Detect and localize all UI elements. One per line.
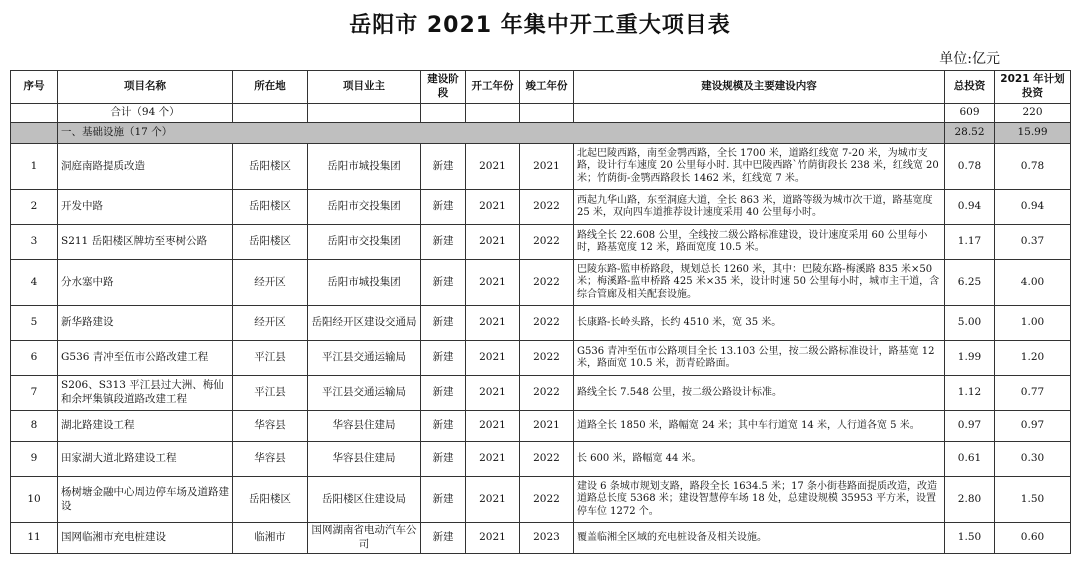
project-location: 平江县 [233, 376, 308, 411]
project-stage: 新建 [421, 477, 466, 523]
project-owner: 岳阳市交投集团 [308, 225, 421, 260]
project-plan-2021: 1.20 [995, 341, 1071, 376]
row-no: 11 [11, 523, 58, 554]
project-end-year: 2021 [520, 144, 574, 190]
project-total-invest: 1.50 [945, 523, 995, 554]
project-scale: 长 600 米，路幅宽 44 米。 [574, 442, 945, 477]
project-total-invest: 2.80 [945, 477, 995, 523]
header-no: 序号 [11, 71, 58, 104]
project-name: 洞庭南路提质改造 [58, 144, 233, 190]
project-location: 华容县 [233, 442, 308, 477]
row-no: 1 [11, 144, 58, 190]
header-end: 竣工年份 [520, 71, 574, 104]
section-invest: 28.52 [945, 123, 995, 144]
project-plan-2021: 0.60 [995, 523, 1071, 554]
project-stage: 新建 [421, 376, 466, 411]
project-total-invest: 0.61 [945, 442, 995, 477]
project-scale: 北起巴陵西路，南至金鹗西路，全长 1700 米，道路红线宽 7-20 米，为城市支路，设计行车速度 20 公里每小时. 其中巴陵西路`竹荫街段长 238 米，红线宽 20 米；竹荫街-金鹗西路段长 1462 米，红线宽 7 米。 [574, 144, 945, 190]
project-scale: 覆盖临湘全区域的充电桩设备及相关设施。 [574, 523, 945, 554]
project-start-year: 2021 [466, 411, 520, 442]
project-plan-2021: 0.97 [995, 411, 1071, 442]
project-owner: 国网湖南省电动汽车公司 [308, 523, 421, 554]
project-owner: 岳阳市交投集团 [308, 190, 421, 225]
table-row [11, 411, 1071, 442]
project-start-year: 2021 [466, 341, 520, 376]
table-row [11, 225, 1071, 260]
table-row [11, 190, 1071, 225]
project-owner: 岳阳市城投集团 [308, 260, 421, 306]
table-row [11, 442, 1071, 477]
project-name: S211 岳阳楼区牌坊至枣树公路 [58, 225, 233, 260]
header-scale: 建设规模及主要建设内容 [574, 71, 945, 104]
project-stage: 新建 [421, 190, 466, 225]
project-total-invest: 0.97 [945, 411, 995, 442]
project-location: 岳阳楼区 [233, 225, 308, 260]
project-scale: 路线全长 7.548 公里，按二级公路设计标准。 [574, 376, 945, 411]
unit-label: 单位:亿元 [939, 51, 1000, 67]
project-location: 华容县 [233, 411, 308, 442]
project-total-invest: 1.12 [945, 376, 995, 411]
project-stage: 新建 [421, 341, 466, 376]
project-stage: 新建 [421, 523, 466, 554]
project-end-year: 2022 [520, 225, 574, 260]
project-end-year: 2023 [520, 523, 574, 554]
project-name: 国网临湘市充电桩建设 [58, 523, 233, 554]
row-no: 9 [11, 442, 58, 477]
project-end-year: 2021 [520, 411, 574, 442]
project-stage: 新建 [421, 411, 466, 442]
row-no: 4 [11, 260, 58, 306]
project-start-year: 2021 [466, 225, 520, 260]
project-end-year: 2022 [520, 477, 574, 523]
project-start-year: 2021 [466, 144, 520, 190]
project-scale: 路线全长 22.608 公里，全线按二级公路标准建设，设计速度采用 60 公里每小时，路基宽度 12 米，路面宽度 10.5 米。 [574, 225, 945, 260]
project-start-year: 2021 [466, 306, 520, 341]
header-name: 项目名称 [58, 71, 233, 104]
project-plan-2021: 1.50 [995, 477, 1071, 523]
project-start-year: 2021 [466, 260, 520, 306]
project-total-invest: 0.78 [945, 144, 995, 190]
project-name: 开发中路 [58, 190, 233, 225]
header-stage: 建设阶段 [421, 71, 466, 104]
project-location: 经开区 [233, 306, 308, 341]
page-title: 岳阳市 2021 年集中开工重大项目表 [349, 13, 731, 38]
row-no: 6 [11, 341, 58, 376]
project-scale: 道路全长 1850 米，路幅宽 24 米；其中车行道宽 14 米，人行道各宽 5 米。 [574, 411, 945, 442]
project-scale: 长康路-长岭头路，长约 4510 米，宽 35 米。 [574, 306, 945, 341]
table-row [11, 376, 1071, 411]
project-end-year: 2022 [520, 260, 574, 306]
project-stage: 新建 [421, 306, 466, 341]
project-end-year: 2022 [520, 341, 574, 376]
project-plan-2021: 0.77 [995, 376, 1071, 411]
section-row [11, 123, 1071, 144]
header-location: 所在地 [233, 71, 308, 104]
project-start-year: 2021 [466, 190, 520, 225]
project-scale: G536 青冲至伍市公路项目全长 13.103 公里，按二级公路标准设计，路基宽 12 米，路面宽 10.5 米，沥青砼路面。 [574, 341, 945, 376]
project-plan-2021: 0.37 [995, 225, 1071, 260]
project-owner: 平江县交通运输局 [308, 376, 421, 411]
table-row [11, 341, 1071, 376]
project-plan-2021: 0.30 [995, 442, 1071, 477]
project-name: 杨树塘金融中心周边停车场及道路建设 [58, 477, 233, 523]
project-name: 湖北路建设工程 [58, 411, 233, 442]
total-label: 合计（94 个） [58, 104, 233, 123]
project-location: 临湘市 [233, 523, 308, 554]
project-stage: 新建 [421, 442, 466, 477]
table-row [11, 144, 1071, 190]
project-end-year: 2022 [520, 306, 574, 341]
project-name: 田家湖大道北路建设工程 [58, 442, 233, 477]
project-table [10, 70, 1071, 554]
table-row [11, 523, 1071, 554]
project-plan-2021: 0.94 [995, 190, 1071, 225]
project-plan-2021: 1.00 [995, 306, 1071, 341]
project-start-year: 2021 [466, 523, 520, 554]
row-no: 7 [11, 376, 58, 411]
header-row [11, 71, 1071, 104]
project-location: 岳阳楼区 [233, 190, 308, 225]
total-invest: 609 [945, 104, 995, 123]
row-no: 3 [11, 225, 58, 260]
project-stage: 新建 [421, 260, 466, 306]
project-name: S206、S313 平江县过大洲、梅仙和余坪集镇段道路改建工程 [58, 376, 233, 411]
project-start-year: 2021 [466, 477, 520, 523]
total-row [11, 104, 1071, 123]
header-start: 开工年份 [466, 71, 520, 104]
table-row [11, 306, 1071, 341]
project-start-year: 2021 [466, 442, 520, 477]
project-location: 平江县 [233, 341, 308, 376]
project-scale: 西起九华山路，东至洞庭大道，全长 863 米，道路等级为城市次干道，路基宽度 25 米，双向四车道推荐设计速度采用 40 公里每小时。 [574, 190, 945, 225]
project-end-year: 2022 [520, 376, 574, 411]
project-location: 经开区 [233, 260, 308, 306]
row-no: 8 [11, 411, 58, 442]
project-scale: 巴陵东路-監申桥路段，规划总长 1260 米，其中：巴陵东路-梅溪路 835 米×50 米；梅溪路-监申桥路 425 米×35 米，设计时速 50 公里每小时，城市主干道，含综合管廊及相关配套设施。 [574, 260, 945, 306]
project-name: 分水塞中路 [58, 260, 233, 306]
project-stage: 新建 [421, 144, 466, 190]
header-owner: 项目业主 [308, 71, 421, 104]
project-owner: 华容县住建局 [308, 442, 421, 477]
project-owner: 华容县住建局 [308, 411, 421, 442]
section-plan: 15.99 [995, 123, 1071, 144]
project-total-invest: 1.17 [945, 225, 995, 260]
project-end-year: 2022 [520, 190, 574, 225]
project-total-invest: 0.94 [945, 190, 995, 225]
row-no: 10 [11, 477, 58, 523]
project-owner: 岳阳楼区住建设局 [308, 477, 421, 523]
total-plan: 220 [995, 104, 1071, 123]
project-stage: 新建 [421, 225, 466, 260]
project-total-invest: 6.25 [945, 260, 995, 306]
project-location: 岳阳楼区 [233, 477, 308, 523]
row-no: 2 [11, 190, 58, 225]
header-total-invest: 总投资 [945, 71, 995, 104]
row-no: 5 [11, 306, 58, 341]
project-scale: 建设 6 条城市规划支路，路段全长 1634.5 米；17 条小街巷路面提质改造，改造道路总长度 5368 米；建设智慧停车场 18 处，总建设规模 35953 平方米，设置停车位 1272 个。 [574, 477, 945, 523]
project-start-year: 2021 [466, 376, 520, 411]
project-total-invest: 1.99 [945, 341, 995, 376]
project-name: G536 青冲至伍市公路改建工程 [58, 341, 233, 376]
project-location: 岳阳楼区 [233, 144, 308, 190]
project-owner: 岳阳市城投集团 [308, 144, 421, 190]
project-plan-2021: 0.78 [995, 144, 1071, 190]
table-row [11, 477, 1071, 523]
section-label: 一、基础设施（17 个） [58, 123, 945, 144]
project-owner: 平江县交通运输局 [308, 341, 421, 376]
project-plan-2021: 4.00 [995, 260, 1071, 306]
header-plan-2021: 2021 年计划投资 [995, 71, 1071, 104]
project-total-invest: 5.00 [945, 306, 995, 341]
project-name: 新华路建设 [58, 306, 233, 341]
project-owner: 岳阳经开区建设交通局 [308, 306, 421, 341]
project-end-year: 2022 [520, 442, 574, 477]
table-row [11, 260, 1071, 306]
